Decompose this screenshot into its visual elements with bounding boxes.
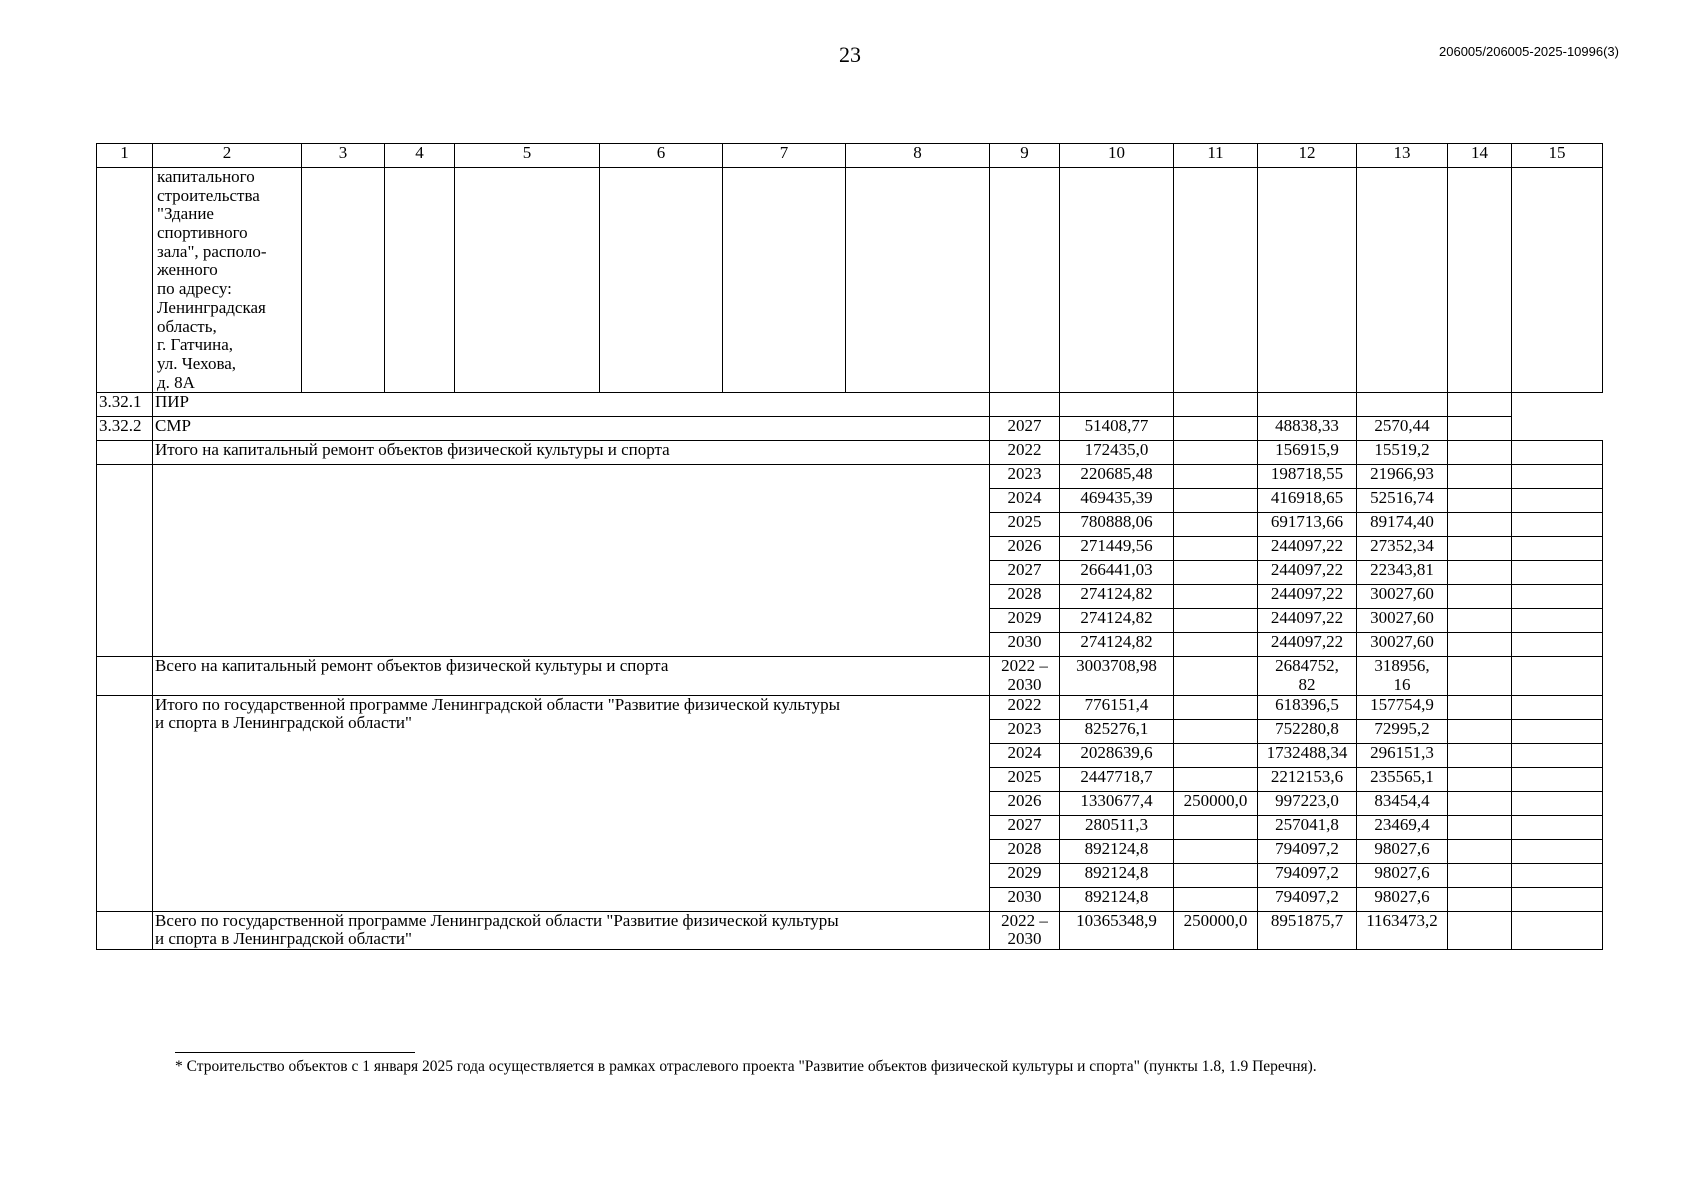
year-cell: 2025 <box>990 513 1060 537</box>
year-cell: 2022 <box>990 441 1060 465</box>
value-cell: 2570,44 <box>1357 417 1448 441</box>
table-row <box>97 465 1603 489</box>
value-cell: 274124,82 <box>1060 633 1174 657</box>
footnote-divider <box>175 1052 415 1053</box>
value-cell: 244097,22 <box>1258 609 1357 633</box>
value-cell: 8951875,7 <box>1258 911 1357 949</box>
year-range-cell <box>990 911 1060 949</box>
column-number: 2 <box>153 144 302 168</box>
value-cell: 469435,39 <box>1060 489 1174 513</box>
value-cell <box>1174 465 1258 489</box>
value-cell <box>1174 561 1258 585</box>
budget-table <box>96 143 1603 950</box>
value-cell: 22343,81 <box>1357 561 1448 585</box>
value-cell: 2028639,6 <box>1060 743 1174 767</box>
value-line: 318956, <box>1374 656 1430 676</box>
year-cell: 2029 <box>990 863 1060 887</box>
subitem-row-smr <box>97 417 1603 441</box>
value-cell: 780888,06 <box>1060 513 1174 537</box>
vsego-repair-row <box>97 657 1603 695</box>
value-cell: 220685,48 <box>1060 465 1174 489</box>
object-description <box>153 168 302 393</box>
value-cell <box>1174 863 1258 887</box>
subitem-row-pir <box>97 393 1603 417</box>
value-cell: 15519,2 <box>1357 441 1448 465</box>
column-number: 14 <box>1448 144 1512 168</box>
value-cell: 825276,1 <box>1060 719 1174 743</box>
value-cell: 30027,60 <box>1357 585 1448 609</box>
value-cell: 89174,40 <box>1357 513 1448 537</box>
value-cell: 274124,82 <box>1060 585 1174 609</box>
value-cell <box>1357 657 1448 695</box>
column-number-row <box>97 144 1603 168</box>
value-cell: 794097,2 <box>1258 887 1357 911</box>
page-number: 23 <box>839 42 861 67</box>
label-line: Всего по государственной программе Ленинградской области "Развитие физической культуры <box>155 910 839 930</box>
value-cell: 244097,22 <box>1258 561 1357 585</box>
year-cell: 2027 <box>990 815 1060 839</box>
year-cell: 2030 <box>990 887 1060 911</box>
column-number: 1 <box>97 144 153 168</box>
value-cell: 2447718,7 <box>1060 767 1174 791</box>
year-cell: 2026 <box>990 537 1060 561</box>
value-cell: 691713,66 <box>1258 513 1357 537</box>
subitem-code: 3.32.2 <box>97 417 153 441</box>
subitem-name: СМР <box>153 417 990 441</box>
value-cell: 271449,56 <box>1060 537 1174 561</box>
subitem-code: 3.32.1 <box>97 393 153 417</box>
year-range-start: 2022 – <box>1001 910 1048 930</box>
year-cell: 2023 <box>990 465 1060 489</box>
value-cell: 776151,4 <box>1060 695 1174 719</box>
value-cell: 48838,33 <box>1258 417 1357 441</box>
value-line: 2684752, <box>1275 656 1339 676</box>
year-range-cell <box>990 657 1060 695</box>
year-range-end: 2030 <box>1007 674 1042 694</box>
value-cell: 27352,34 <box>1357 537 1448 561</box>
column-number: 7 <box>723 144 846 168</box>
value-line: 82 <box>1298 674 1316 694</box>
value-cell: 892124,8 <box>1060 839 1174 863</box>
value-cell <box>1174 839 1258 863</box>
document-id: 206005/206005-2025-10996(3) <box>1439 44 1619 59</box>
column-number: 3 <box>302 144 385 168</box>
value-cell: 1163473,2 <box>1357 911 1448 949</box>
value-cell: 250000,0 <box>1174 791 1258 815</box>
value-cell <box>1174 657 1258 695</box>
value-cell <box>1174 815 1258 839</box>
value-cell: 1330677,4 <box>1060 791 1174 815</box>
year-cell: 2022 <box>990 695 1060 719</box>
value-cell: 30027,60 <box>1357 633 1448 657</box>
column-number: 13 <box>1357 144 1448 168</box>
value-cell: 244097,22 <box>1258 537 1357 561</box>
column-number: 5 <box>455 144 600 168</box>
value-cell <box>1174 695 1258 719</box>
description-line: г. Гатчина, <box>157 335 234 355</box>
value-cell: 794097,2 <box>1258 863 1357 887</box>
value-cell: 98027,6 <box>1357 863 1448 887</box>
object-row <box>97 168 1603 393</box>
year-cell: 2030 <box>990 633 1060 657</box>
column-number: 15 <box>1512 144 1603 168</box>
itogo-repair-block <box>97 441 1603 657</box>
value-cell <box>1174 719 1258 743</box>
value-cell: 51408,77 <box>1060 417 1174 441</box>
value-cell <box>1174 417 1258 441</box>
value-cell <box>1174 767 1258 791</box>
year-cell: 2028 <box>990 585 1060 609</box>
value-cell: 21966,93 <box>1357 465 1448 489</box>
value-cell: 997223,0 <box>1258 791 1357 815</box>
value-cell <box>1174 489 1258 513</box>
value-cell: 98027,6 <box>1357 839 1448 863</box>
year-cell: 2029 <box>990 609 1060 633</box>
itogo-program-label <box>153 695 990 911</box>
value-cell: 10365348,9 <box>1060 911 1174 949</box>
value-cell: 280511,3 <box>1060 815 1174 839</box>
value-cell: 172435,0 <box>1060 441 1174 465</box>
value-cell: 52516,74 <box>1357 489 1448 513</box>
value-cell: 794097,2 <box>1258 839 1357 863</box>
value-cell: 157754,9 <box>1357 695 1448 719</box>
value-cell <box>1174 887 1258 911</box>
column-number: 8 <box>846 144 990 168</box>
description-line: капитального <box>157 167 255 186</box>
description-line: зала", располо- <box>157 241 267 261</box>
value-cell <box>1258 657 1357 695</box>
value-cell: 244097,22 <box>1258 585 1357 609</box>
description-line: женного <box>157 260 218 280</box>
column-number: 6 <box>600 144 723 168</box>
description-line: ул. Чехова, <box>157 353 237 373</box>
value-cell: 1732488,34 <box>1258 743 1357 767</box>
column-number: 9 <box>990 144 1060 168</box>
year-cell: 2026 <box>990 791 1060 815</box>
year-cell: 2023 <box>990 719 1060 743</box>
itogo-program-block <box>97 695 1603 911</box>
label-line: и спорта в Ленинградской области" <box>155 929 412 949</box>
value-line: 16 <box>1393 674 1411 694</box>
value-cell: 892124,8 <box>1060 863 1174 887</box>
value-cell: 2212153,6 <box>1258 767 1357 791</box>
column-number: 11 <box>1174 144 1258 168</box>
value-cell: 416918,65 <box>1258 489 1357 513</box>
value-cell: 244097,22 <box>1258 633 1357 657</box>
description-line: д. 8А <box>157 372 195 392</box>
value-cell: 266441,03 <box>1060 561 1174 585</box>
itogo-repair-label: Итого на капитальный ремонт объектов физической культуры и спорта <box>153 441 990 465</box>
value-cell: 3003708,98 <box>1060 657 1174 695</box>
column-number: 12 <box>1258 144 1357 168</box>
value-cell: 235565,1 <box>1357 767 1448 791</box>
value-cell: 23469,4 <box>1357 815 1448 839</box>
year-cell: 2028 <box>990 839 1060 863</box>
value-cell: 198718,55 <box>1258 465 1357 489</box>
value-cell: 752280,8 <box>1258 719 1357 743</box>
value-cell: 274124,82 <box>1060 609 1174 633</box>
label-line: и спорта в Ленинградской области" <box>155 713 412 733</box>
description-line: область, <box>157 316 217 336</box>
value-cell: 83454,4 <box>1357 791 1448 815</box>
value-cell <box>1174 743 1258 767</box>
footnote: * Строительство объектов с 1 января 2025 года осуществляется в рамках отраслевого проекта "Развитие объектов физической культуры и спорта" (пункты 1.8, 1.9 Перечня). <box>175 1058 1317 1075</box>
description-line: Ленинградская <box>157 297 266 317</box>
value-cell <box>1174 537 1258 561</box>
label-line: Итого по государственной программе Ленинградской области "Развитие физической культуры <box>155 694 841 714</box>
vsego-program-row <box>97 911 1603 949</box>
year-cell: 2027 <box>990 417 1060 441</box>
description-line: строительства <box>157 185 260 205</box>
value-cell: 98027,6 <box>1357 887 1448 911</box>
value-cell: 296151,3 <box>1357 743 1448 767</box>
value-cell: 892124,8 <box>1060 887 1174 911</box>
description-line: по адресу: <box>157 279 232 299</box>
table-row <box>97 695 1603 719</box>
value-cell <box>1174 633 1258 657</box>
value-cell: 257041,8 <box>1258 815 1357 839</box>
value-cell: 156915,9 <box>1258 441 1357 465</box>
subitem-name: ПИР <box>153 393 990 417</box>
value-cell <box>1174 585 1258 609</box>
value-cell <box>1174 441 1258 465</box>
value-cell <box>1174 513 1258 537</box>
vsego-program-label <box>153 911 990 949</box>
year-range-start: 2022 – <box>1001 656 1048 676</box>
table-row <box>97 441 1603 465</box>
value-cell: 72995,2 <box>1357 719 1448 743</box>
year-cell: 2024 <box>990 743 1060 767</box>
description-line: спортивного <box>157 223 248 243</box>
column-number: 4 <box>385 144 455 168</box>
vsego-repair-label: Всего на капитальный ремонт объектов физической культуры и спорта <box>153 657 990 695</box>
column-number: 10 <box>1060 144 1174 168</box>
description-line: "Здание <box>157 204 214 224</box>
value-cell: 30027,60 <box>1357 609 1448 633</box>
year-range-end: 2030 <box>1007 929 1042 949</box>
year-cell: 2024 <box>990 489 1060 513</box>
value-cell: 618396,5 <box>1258 695 1357 719</box>
year-cell: 2025 <box>990 767 1060 791</box>
year-cell: 2027 <box>990 561 1060 585</box>
value-cell <box>1174 609 1258 633</box>
value-cell: 250000,0 <box>1174 911 1258 949</box>
